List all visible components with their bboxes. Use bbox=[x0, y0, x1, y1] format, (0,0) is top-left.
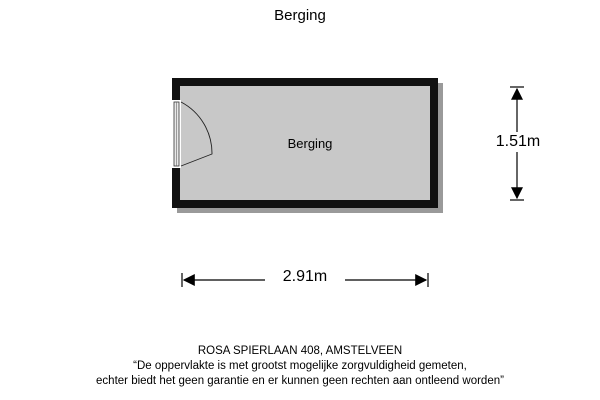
room-label: Berging bbox=[287, 136, 333, 151]
width-dimension-label: 2.91m bbox=[265, 267, 345, 287]
footer-disclaimer-line1: “De oppervlakte is met grootst mogelijke zorgvuldigheid gemeten, bbox=[133, 360, 467, 372]
depth-dimension-label: 1.51m bbox=[482, 132, 554, 152]
footer-disclaimer-line2: echter biedt het geen garantie en er kunnen geen rechten aan ontleend worden” bbox=[96, 375, 504, 387]
footer-address: ROSA SPIERLAAN 408, AMSTELVEEN bbox=[197, 345, 403, 357]
footer bbox=[0, 344, 600, 389]
floorplan-title: Berging bbox=[274, 7, 326, 24]
